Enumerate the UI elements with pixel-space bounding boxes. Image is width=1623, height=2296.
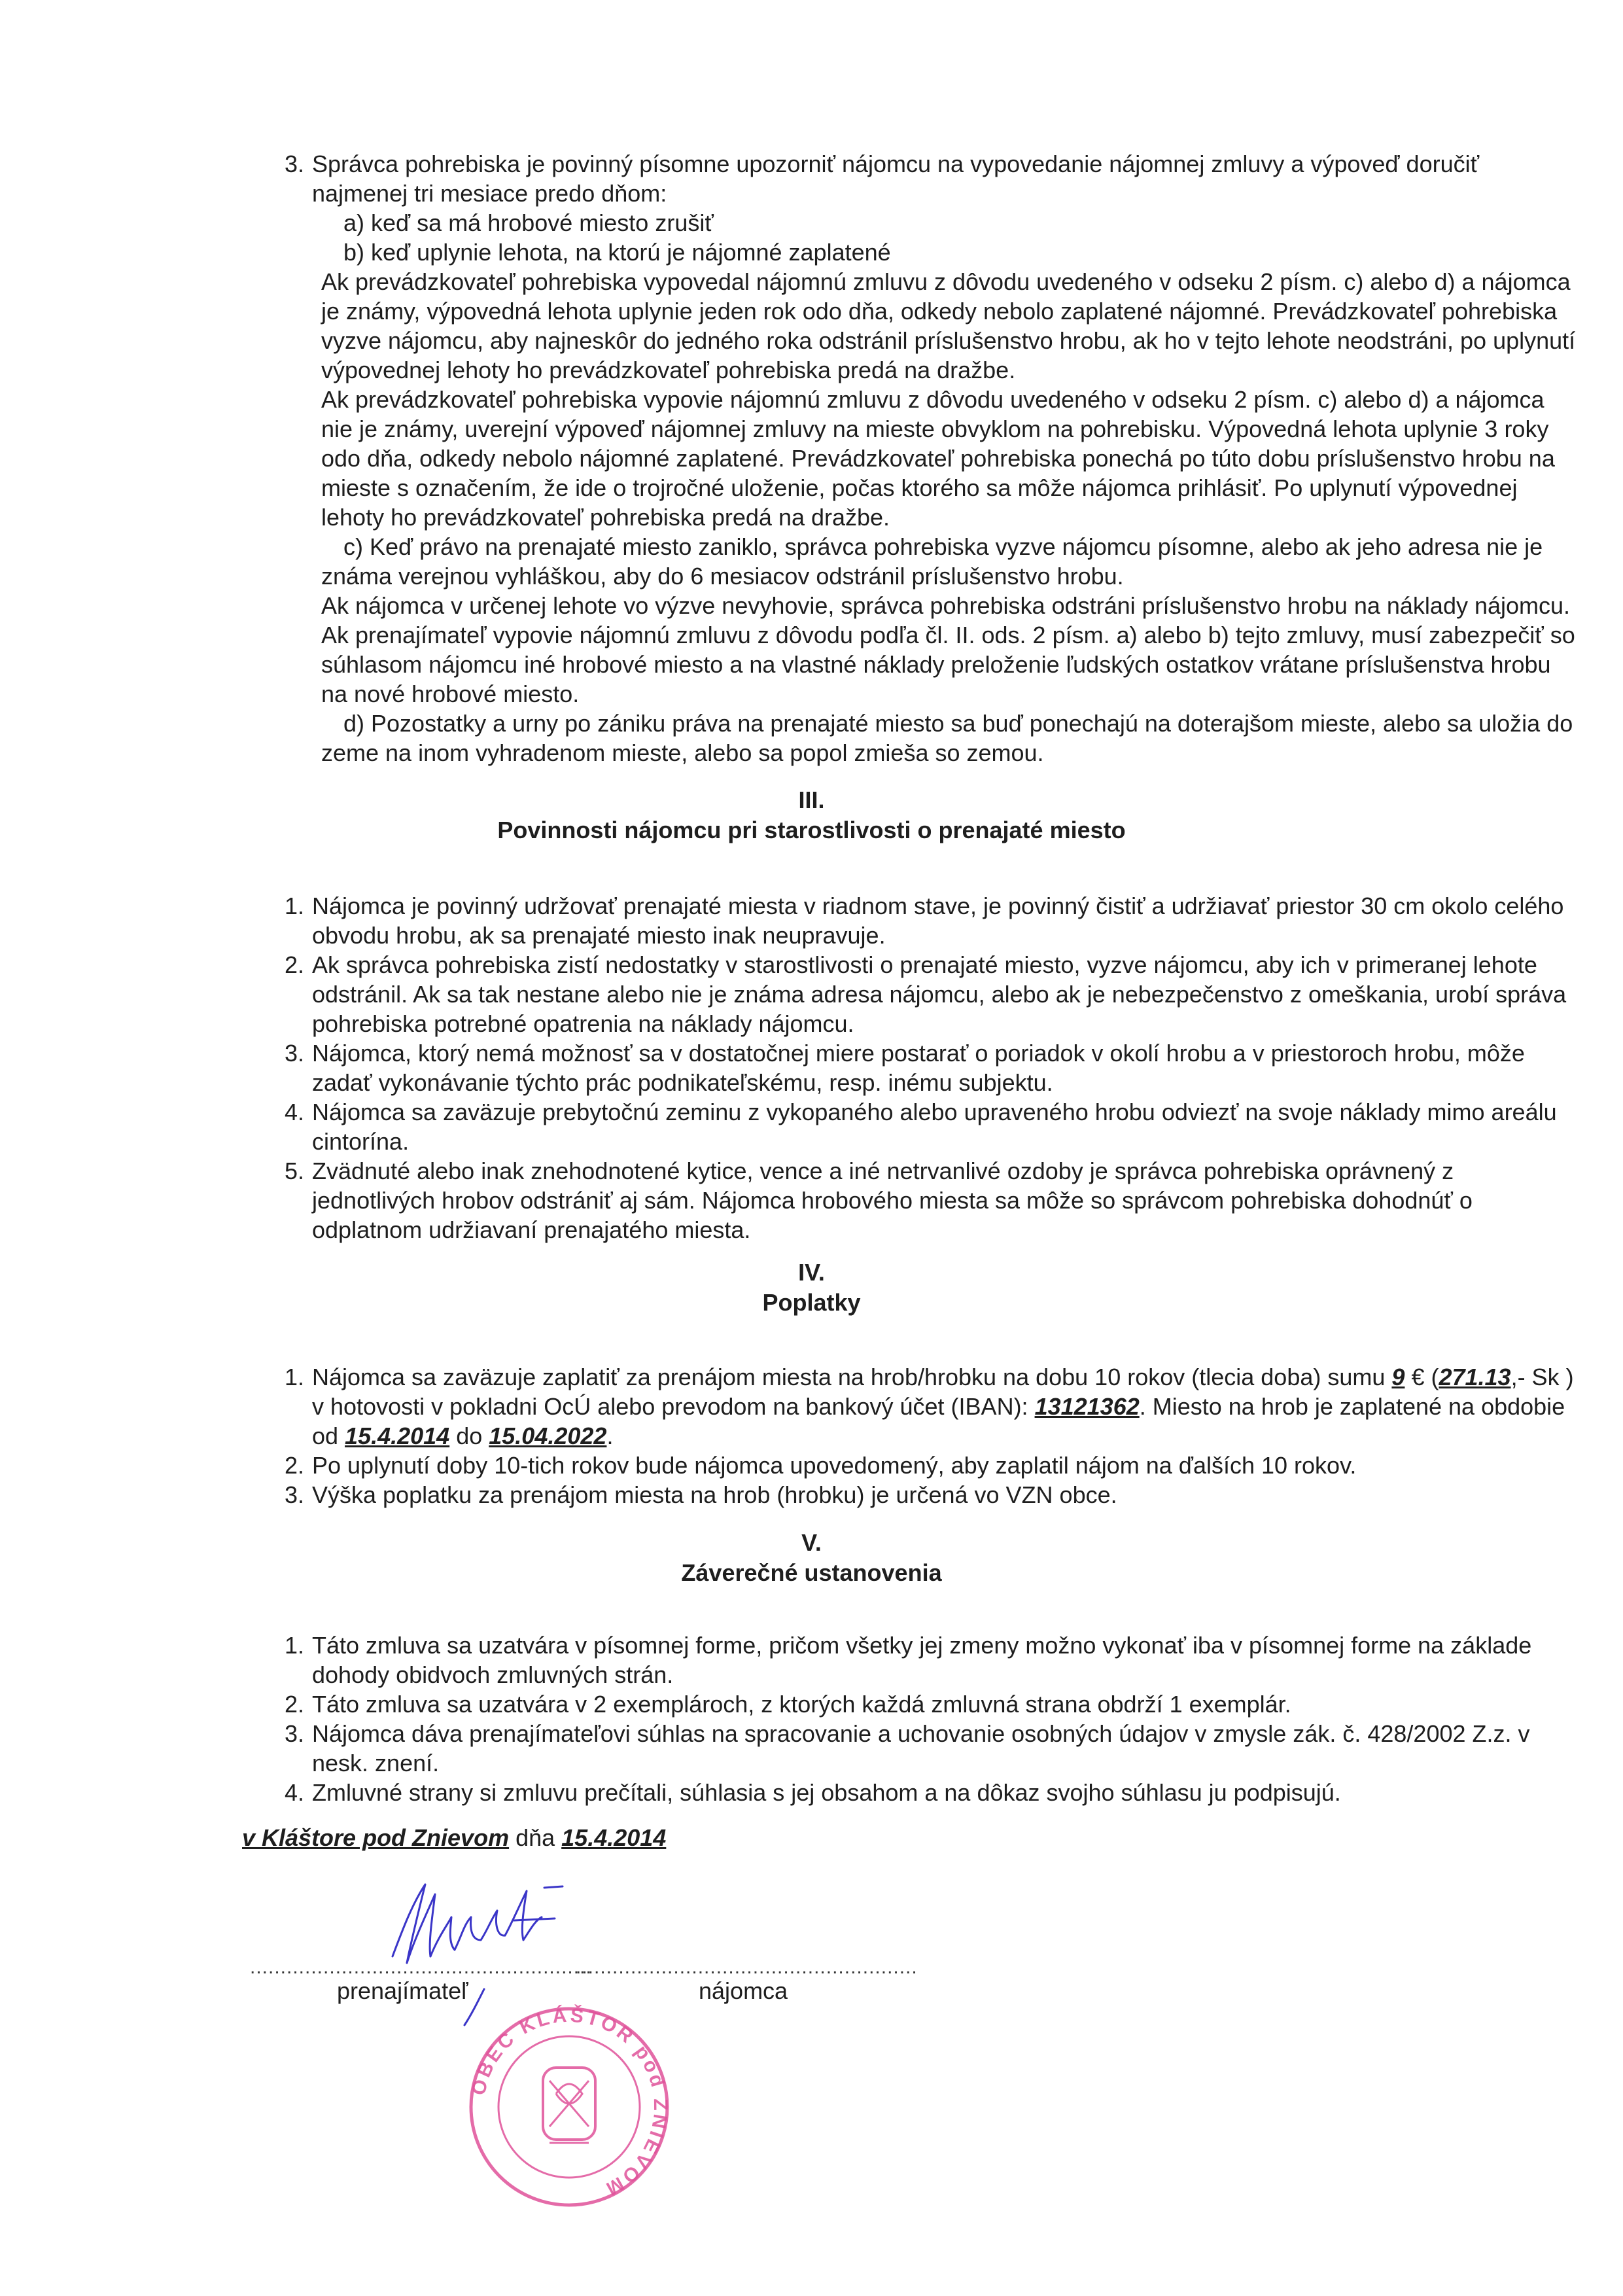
numbered-item bbox=[285, 1631, 1580, 1689]
signing-date: 15.4.2014 bbox=[561, 1824, 667, 1851]
item-text: Zvädnuté alebo inak znehodnotené kytice, vence a iné netrvanlivé ozdoby je správca pohrebiska oprávnený z jednotlivých hrobov odstrániť aj sám. Nájomca hrobového miesta sa môže so správcom pohrebiska dohodnúť o odplatnom udržiavaní prenajatého miesta. bbox=[312, 1157, 1473, 1243]
amount-eur: 9 bbox=[1391, 1364, 1405, 1390]
paragraph: Ak prenajímateľ vypovie nájomnú zmluvu z dôvodu podľa čl. II. ods. 2 písm. a) alebo b) tejto zmluvy, musí zabezpečiť so súhlasom nájomcu iné hrobové miesto a na vlastné náklady preloženie ľudských ostatkov vrátane príslušenstva hrobu na nové hrobové miesto. bbox=[321, 622, 1575, 707]
item-number: 4. bbox=[285, 1099, 305, 1125]
section5-list bbox=[285, 1631, 1580, 1807]
lessee-signature-line: ........................................................ bbox=[576, 1956, 918, 1978]
item-text: Po uplynutí doby 10-tich rokov bude nájomca upovedomený, aby zaplatil nájom na ďalších 10 rokov. bbox=[312, 1452, 1357, 1479]
item-text: Nájomca dáva prenajímateľovi súhlas na spracovanie a uchovanie osobných údajov v zmysle zák. č. 428/2002 Z.z. v nesk. znení. bbox=[312, 1720, 1530, 1776]
section-numeral: V. bbox=[801, 1529, 822, 1556]
section-title: Povinnosti nájomcu pri starostlivosti o prenajaté miesto bbox=[497, 817, 1126, 843]
section2-item3 bbox=[285, 149, 1580, 768]
lessor-label: prenajímateľ bbox=[337, 1977, 468, 2004]
section-numeral: IV. bbox=[798, 1259, 825, 1286]
item-text: Nájomca, ktorý nemá možnosť sa v dostatočnej miere postarať o poriadok v okolí hrobu a v priestoroch hrobu, môže zadať vykonávanie týchto prác podnikateľskému, resp. inému subjektu. bbox=[312, 1040, 1525, 1096]
paragraph: Ak prevádzkovateľ pohrebiska vypovedal nájomnú zmluvu z dôvodu uvedeného v odseku 2 písm. c) alebo d) a nájomca je známy, výpovedná lehota uplynie jeden rok odo dňa, odkedy nebolo zaplatené nájomné. Prevádzkovateľ pohrebiska vyzve nájomcu, aby najneskôr do jedného roka odstránil príslušenstvo hrobu, ak ho v tejto lehote neodstráni, po uplynutí výpovednej lehoty ho prevádzkovateľ pohrebiska predá na dražbe. bbox=[321, 268, 1576, 383]
numbered-item bbox=[285, 950, 1580, 1038]
item-number: 2. bbox=[285, 1691, 305, 1718]
item-number: 1. bbox=[285, 1632, 305, 1659]
item-text: Táto zmluva sa uzatvára v písomnej forme, pričom všetky jej zmeny možno vykonať iba v písomnej forme na základe dohody obidvoch zmluvných strán. bbox=[312, 1632, 1532, 1688]
official-stamp bbox=[458, 1996, 680, 2218]
section3-list bbox=[285, 891, 1580, 1245]
paragraph: Ak nájomca v určenej lehote vo výzve nevyhovie, správca pohrebiska odstráni príslušenstvo hrobu na náklady nájomcu. bbox=[321, 592, 1571, 619]
signing-place: v Kláštore pod Znievom bbox=[242, 1824, 510, 1851]
item-number: 3. bbox=[285, 1720, 305, 1747]
item-number: 2. bbox=[285, 951, 305, 978]
numbered-item bbox=[285, 1362, 1580, 1451]
numbered-item bbox=[285, 1480, 1580, 1510]
numbered-item bbox=[285, 1038, 1580, 1097]
numbered-item bbox=[285, 1097, 1580, 1156]
section5-heading bbox=[0, 1528, 1623, 1588]
item-number: 4. bbox=[285, 1779, 305, 1806]
lessee-label: nájomca bbox=[699, 1977, 788, 2004]
item-text: Správca pohrebiska je povinný písomne upozorniť nájomcu na vypovedanie nájomnej zmluvy a výpoveď doručiť najmenej tri mesiace predo dňom: bbox=[312, 150, 1480, 207]
item-number: 5. bbox=[285, 1157, 305, 1184]
item-number: 3. bbox=[285, 1040, 305, 1067]
iban-value: 13121362 bbox=[1034, 1393, 1140, 1420]
item-number: 1. bbox=[285, 892, 305, 919]
numbered-item bbox=[285, 1689, 1580, 1719]
section-title: Poplatky bbox=[762, 1289, 861, 1316]
item-number: 3. bbox=[285, 1481, 305, 1508]
section-numeral: III. bbox=[798, 786, 825, 813]
section4-list bbox=[285, 1362, 1580, 1510]
item-number: 2. bbox=[285, 1452, 305, 1479]
signing-place-date bbox=[242, 1824, 666, 1852]
item-text: Táto zmluva sa uzatvára v 2 exemplároch, z ktorých každá zmluvná strana obdrží 1 exemplár. bbox=[312, 1691, 1291, 1718]
stamp-text: OBEC KLÁŠTOR pod ZNIEVOM bbox=[468, 2004, 672, 2201]
item-number: 1. bbox=[285, 1364, 305, 1390]
date-to: 15.04.2022 bbox=[489, 1422, 607, 1449]
numbered-item bbox=[285, 149, 1580, 208]
section3-heading bbox=[0, 785, 1623, 845]
numbered-item bbox=[285, 891, 1580, 950]
item-text: Nájomca je povinný udržovať prenajaté miesta v riadnom stave, je povinný čistiť a udržiavať priestor 30 cm okolo celého obvodu hrobu, ak sa prenajaté miesto inak neupravuje. bbox=[312, 892, 1564, 949]
section4-heading bbox=[0, 1258, 1623, 1318]
section-title: Záverečné ustanovenia bbox=[681, 1559, 942, 1586]
day-word: dňa bbox=[509, 1824, 562, 1851]
paragraph: Ak prevádzkovateľ pohrebiska vypovie nájomnú zmluvu z dôvodu uvedeného v odseku 2 písm. c) alebo d) a nájomca nie je známy, uverejní výpoveď nájomnej zmluvy na mieste obvyklom na pohrebisku. Výpovedná lehota uplynie 3 roky odo dňa, odkedy nebolo nájomné zaplatené. Prevádzkovateľ pohrebiska ponechá po túto dobu príslušenstvo hrobu na mieste s označením, že ide o trojročné uloženie, počas ktorého sa môže nájomca prihlásiť. Po uplynutí výpovednej lehoty ho prevádzkovateľ pohrebiska predá na dražbe. bbox=[321, 386, 1555, 531]
amount-sk: 271.13 bbox=[1439, 1364, 1511, 1390]
numbered-item bbox=[285, 1156, 1580, 1245]
item-text: Nájomca sa zaväzuje prebytočnú zeminu z vykopaného alebo upraveného hrobu odviezť na svoje náklady mimo areálu cintorína. bbox=[312, 1099, 1557, 1155]
numbered-item bbox=[285, 1451, 1580, 1480]
item-text: Nájomca sa zaväzuje zaplatiť za prenájom miesta na hrob/hrobku na dobu 10 rokov (tlecia doba) sumu 9 € (271.13,- Sk ) v hotovosti v pokladni OcÚ alebo prevodom na bankový účet (IBAN): 13121362. Miesto na hrob je zaplatené na obdobie od 15.4.2014 do 15.04.2022. bbox=[312, 1364, 1574, 1449]
item-text: Ak správca pohrebiska zistí nedostatky v starostlivosti o prenajaté miesto, vyzve nájomcu, aby ich v primeranej lehote odstránil. Ak sa tak nestane alebo nie je známa adresa nájomcu, alebo ak je nebezpečenstvo z omeškania, urobí správa pohrebiska potrebné opatrenia na náklady nájomcu. bbox=[312, 951, 1567, 1037]
sub-item-b: b) keď uplynie lehota, na ktorú je nájomné zaplatené bbox=[343, 239, 891, 266]
numbered-item bbox=[285, 1778, 1580, 1807]
date-from: 15.4.2014 bbox=[345, 1422, 450, 1449]
item-text: Výška poplatku za prenájom miesta na hrob (hrobku) je určená vo VZN obce. bbox=[312, 1481, 1117, 1508]
paragraph-d: d) Pozostatky a urny po zániku práva na prenajaté miesto sa buď ponechajú na doterajšom mieste, alebo sa uložia do zeme na inom vyhradenom mieste, alebo sa popol zmieša so zemou. bbox=[321, 710, 1573, 766]
lessor-signature-line: ........................................................ bbox=[250, 1956, 592, 1978]
item-number: 3. bbox=[285, 150, 305, 177]
item-text: Zmluvné strany si zmluvu prečítali, súhlasia s jej obsahom a na dôkaz svojho súhlasu ju podpisujú. bbox=[312, 1779, 1341, 1806]
paragraph-c: c) Keď právo na prenajaté miesto zaniklo, správca pohrebiska vyzve nájomcu písomne, alebo ak jeho adresa nie je známa verejnou vyhláškou, aby do 6 mesiacov odstránil príslušenstvo hrobu. bbox=[321, 533, 1543, 590]
sub-item-a: a) keď sa má hrobové miesto zrušiť bbox=[343, 209, 714, 236]
numbered-item bbox=[285, 1719, 1580, 1778]
